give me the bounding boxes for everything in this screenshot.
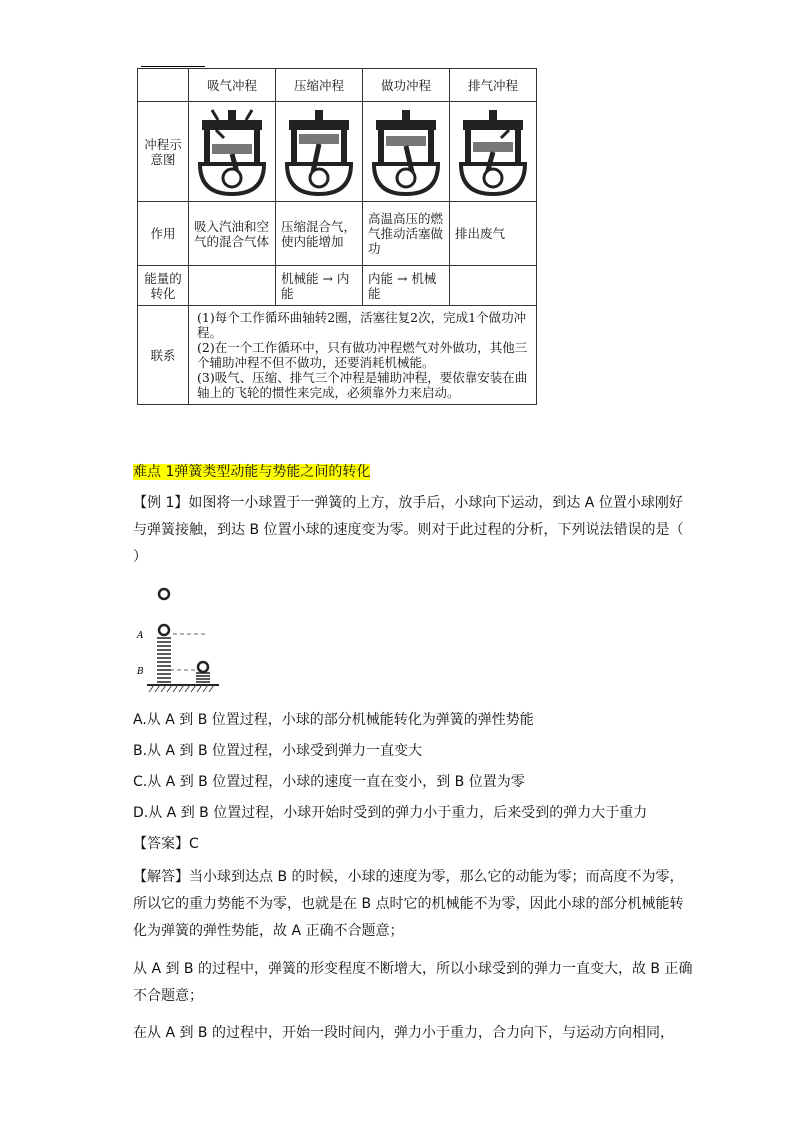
function-exhaust: 排出废气 <box>450 202 537 266</box>
table-row-link <box>138 306 537 405</box>
example-question <box>133 490 693 571</box>
function-intake: 吸入汽油和空气的混合气体 <box>189 202 276 266</box>
function-compression: 压缩混合气，使内能增加 <box>276 202 363 266</box>
option-a: A.从 A 到 B 位置过程，小球的部分机械能转化为弹簧的弹性势能 <box>133 712 534 728</box>
solution-tag: 【解答】 <box>133 869 189 885</box>
header-cell-empty <box>138 69 189 102</box>
exhaust-stroke-diagram <box>450 102 537 202</box>
engine-power-icon <box>368 108 444 196</box>
table-row-diagrams <box>138 102 537 202</box>
row-label-energy: 能量的转化 <box>138 266 189 306</box>
power-stroke-diagram <box>363 102 450 202</box>
energy-compression: 机械能 → 内能 <box>276 266 363 306</box>
header-power: 做功冲程 <box>363 69 450 102</box>
engine-stroke-table <box>137 68 537 405</box>
solution-paragraph-3: 在从 A 到 B 的过程中，开始一段时间内，弹力小于重力，合力向下，与运动方向相同， <box>133 1025 674 1041</box>
link-description <box>189 306 537 405</box>
spring-ball-figure <box>133 584 233 698</box>
function-power: 高温高压的燃气推动活塞做功 <box>363 202 450 266</box>
answer-line <box>133 831 693 858</box>
energy-intake <box>189 266 276 306</box>
option-d: D.从 A 到 B 位置过程，小球开始时受到的弹力小于重力，后来受到的弹力大于重力 <box>133 805 648 821</box>
link-point-2: (2)在一个工作循环中，只有做功冲程燃气对外做功，其他三个辅助冲程不但不做功，还要消耗机械能。 <box>197 340 528 370</box>
spring-diagram-icon <box>133 584 233 694</box>
energy-exhaust <box>450 266 537 306</box>
engine-exhaust-icon <box>455 108 531 196</box>
label-b: B <box>137 667 144 677</box>
table-header-row <box>138 69 537 102</box>
option-b: B.从 A 到 B 位置过程，小球受到弹力一直变大 <box>133 743 423 759</box>
intake-stroke-diagram <box>189 102 276 202</box>
engine-compression-icon <box>281 108 357 196</box>
link-point-1: (1)每个工作循环曲轴转2圈，活塞往复2次，完成1个做功冲程。 <box>197 310 527 340</box>
label-a: A <box>137 631 144 641</box>
answer-value: C <box>189 836 199 852</box>
link-point-3: (3)吸气、压缩、排气三个冲程是辅助冲程，要依靠安装在曲轴上的飞轮的惯性来完成，必须靠外力来启动。 <box>197 370 528 400</box>
row-label-function: 作用 <box>138 202 189 266</box>
example-text: 如图将一小球置于一弹簧的上方，放手后，小球向下运动，到达 A 位置小球刚好与弹簧接触，到达 B 位置小球的速度变为零。则对于此过程的分析，下列说法错误的是（ ） <box>133 495 684 565</box>
header-exhaust: 排气冲程 <box>450 69 537 102</box>
solution-paragraph-2: 从 A 到 B 的过程中，弹簧的形变程度不断增大，所以小球受到的弹力一直变大，故 B 正确不合题意； <box>133 961 693 1004</box>
option-c: C.从 A 到 B 位置过程，小球的速度一直在变小，到 B 位置为零 <box>133 774 525 790</box>
solution-paragraph-1 <box>133 864 693 945</box>
table-row-function <box>138 202 537 266</box>
answer-tag: 【答案】 <box>133 836 189 852</box>
top-rule <box>141 66 205 67</box>
section-title: 难点 1弹簧类型动能与势能之间的转化 <box>133 464 371 480</box>
row-label-link: 联系 <box>138 306 189 405</box>
compression-stroke-diagram <box>276 102 363 202</box>
row-label-diagram: 冲程示意图 <box>138 102 189 202</box>
header-intake: 吸气冲程 <box>189 69 276 102</box>
header-compression: 压缩冲程 <box>276 69 363 102</box>
example-tag: 【例 1】 <box>133 495 189 511</box>
table-row-energy <box>138 266 537 306</box>
engine-intake-icon <box>194 108 270 196</box>
energy-power: 内能 → 机械能 <box>363 266 450 306</box>
solution-text-1: 当小球到达点 B 的时候，小球的速度为零，那么它的动能为零；而高度不为零，所以它的重力势能不为零，也就是在 B 点时它的机械能不为零，因此小球的部分机械能转化为弹簧的弹性势能，故 A 正确不合题意； <box>133 869 684 939</box>
